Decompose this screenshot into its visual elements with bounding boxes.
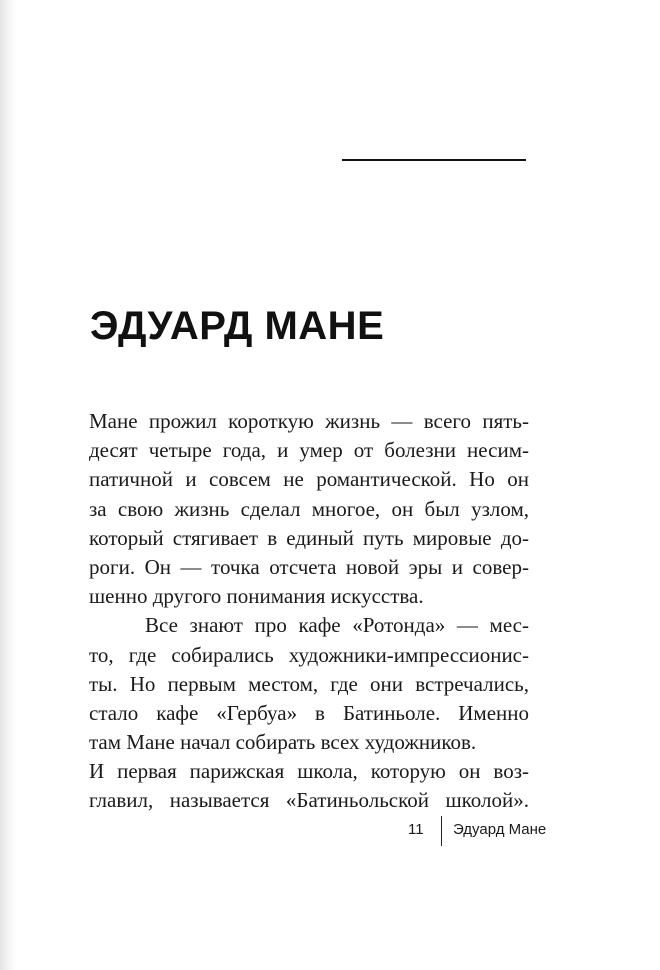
text-line: шенно другого понимания искусства. (89, 584, 424, 609)
page-number: 11 (408, 821, 424, 838)
body-text (89, 407, 529, 816)
chapter-title: ЭДУАРД МАНЕ (90, 304, 385, 348)
text-line: то, где собирались художники-импрессионис- (89, 642, 529, 667)
text-line: Все знают про кафе «Ротонда» — мес- (145, 613, 529, 638)
text-line: И первая парижская школа, которую он воз- (89, 759, 529, 784)
text-line: Мане прожил короткую жизнь — всего пять- (89, 409, 529, 433)
page-edge-shadow (0, 0, 16, 970)
decorative-rule (342, 159, 526, 161)
text-line: ты. Но первым местом, где они встречались, (89, 671, 529, 696)
text-line: роги. Он — точка отсчета новой эры и совер- (89, 554, 529, 579)
text-line: стало кафе «Гербуа» в Батиньоле. Именно (89, 700, 529, 725)
text-line: главил, называется «Батиньольской школой». (89, 788, 529, 813)
text-line: за свою жизнь сделал многое, он был узлом, (89, 496, 529, 521)
text-line: который стягивает в единый путь мировые до- (89, 525, 529, 550)
text-line: патичной и совсем не романтической. Но он (89, 467, 529, 492)
footer-divider (441, 816, 442, 846)
text-line: десят четыре года, и умер от болезни несим- (89, 438, 529, 463)
running-title: Эдуард Мане (453, 821, 547, 838)
text-line: там Мане начал собирать всех художников. (89, 730, 477, 755)
